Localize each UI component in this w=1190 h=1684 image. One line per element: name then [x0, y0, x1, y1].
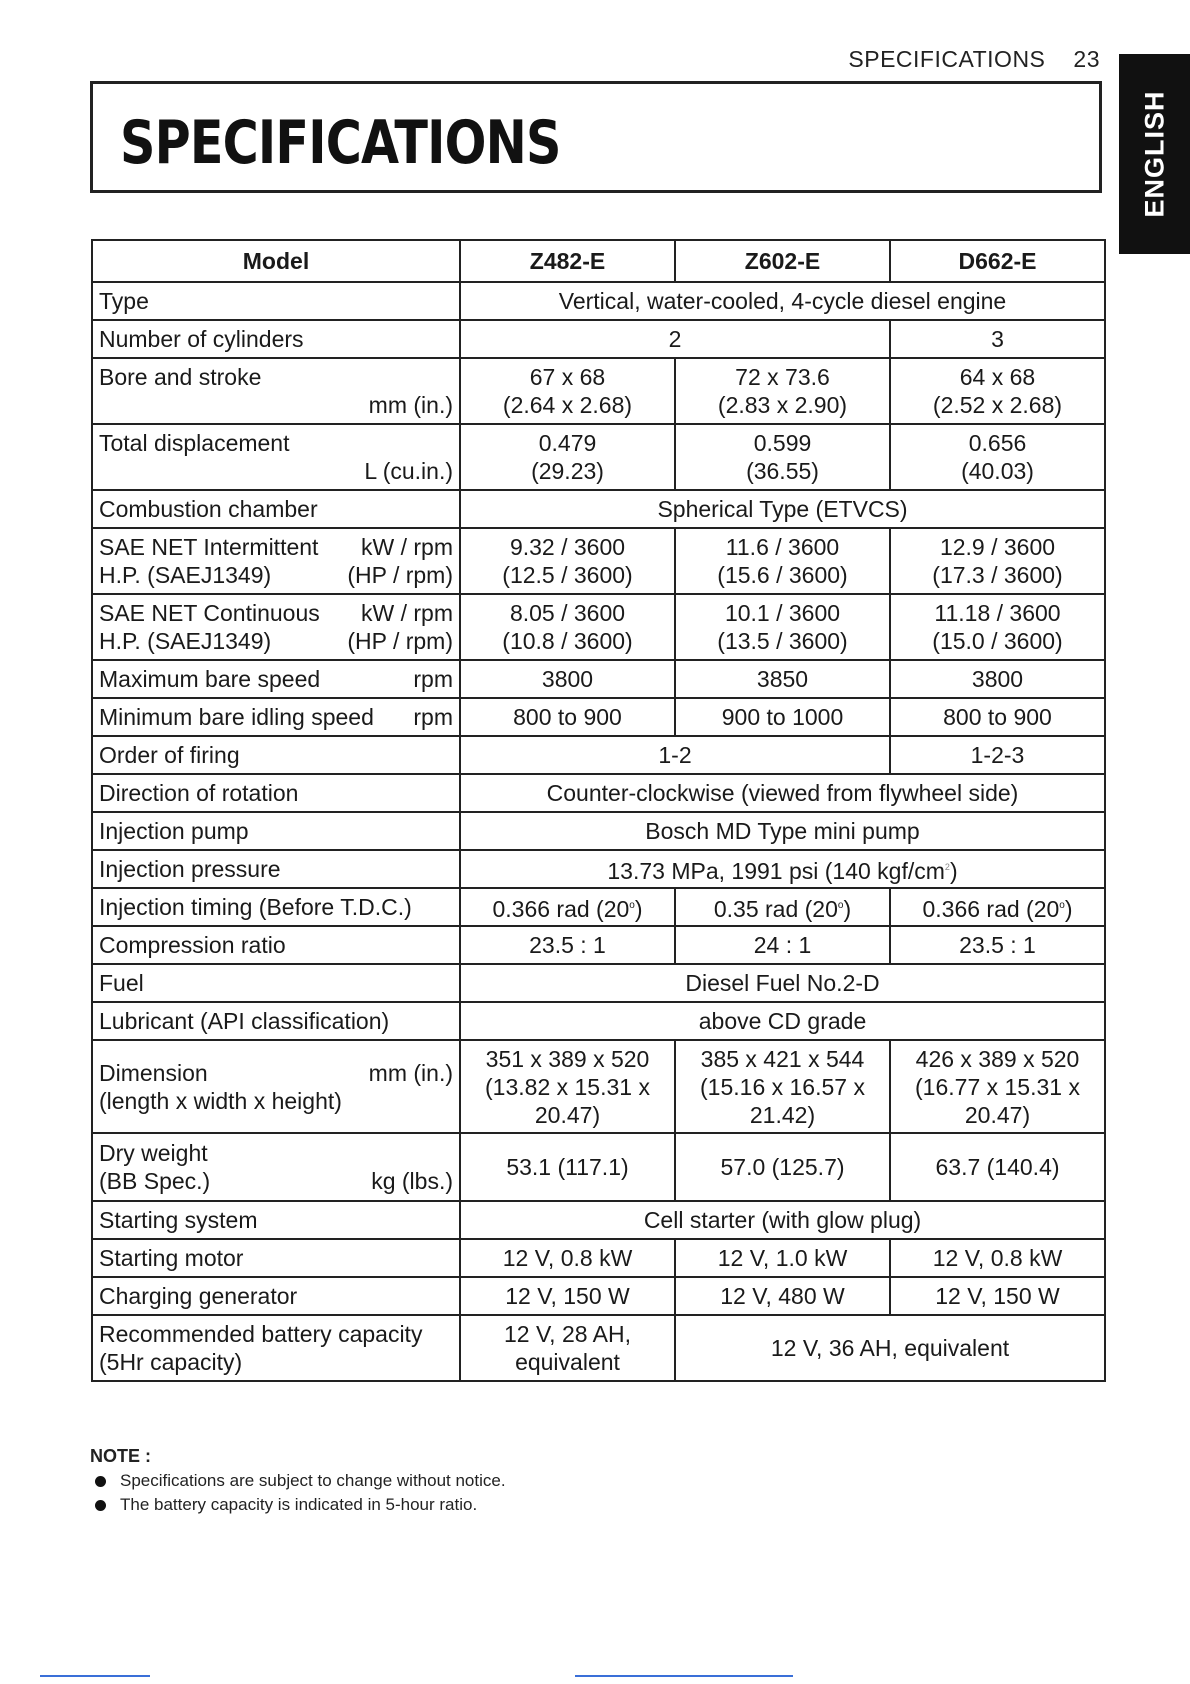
row-label: Lubricant (API classification) [92, 1002, 460, 1040]
cell-value [890, 594, 1105, 660]
cell-line: 385 x 421 x 544 [700, 1045, 865, 1072]
model-z482: Z482-E [460, 240, 675, 282]
table-row [92, 736, 1105, 774]
cell-line: (29.23) [531, 458, 604, 484]
cell-value [675, 1040, 890, 1133]
row-label [92, 1040, 460, 1133]
cell-value: Bosch MD Type mini pump [460, 812, 1105, 850]
cell-value: 3850 [675, 660, 890, 698]
table-row [92, 888, 1105, 926]
row-label: Starting motor [92, 1239, 460, 1277]
cell-value: 800 to 900 [890, 698, 1105, 736]
row-label: Number of cylinders [92, 320, 460, 358]
cell-text: ) [843, 895, 852, 922]
cell-value: 12 V, 150 W [460, 1277, 675, 1315]
table-row [92, 1002, 1105, 1040]
note-title: NOTE : [90, 1446, 151, 1466]
row-label [92, 594, 460, 660]
row-unit: rpm [413, 666, 453, 692]
table-row [92, 358, 1105, 424]
row-label [92, 698, 460, 736]
row-label: Type [92, 282, 460, 320]
cell-line: 21.42) [749, 1101, 816, 1128]
cell-value: 12 V, 1.0 kW [675, 1239, 890, 1277]
language-tab-label: ENGLISH [1139, 90, 1169, 218]
row-label [92, 528, 460, 594]
row-label: Direction of rotation [92, 774, 460, 812]
table-row [92, 424, 1105, 490]
row-label [92, 358, 460, 424]
row-label: Combustion chamber [92, 490, 460, 528]
cell-line: (13.82 x 15.31 x [485, 1073, 650, 1100]
row-label-text: Maximum bare speed [99, 666, 321, 692]
model-header: Model [92, 240, 460, 282]
cell-value [460, 888, 675, 926]
cell-value: 12 V, 480 W [675, 1277, 890, 1315]
table-row [92, 850, 1105, 888]
list-item: Specifications are subject to change without notice. [90, 1469, 506, 1493]
model-z602: Z602-E [675, 240, 890, 282]
row-unit: mm (in.) [368, 392, 453, 418]
cell-text: ) [949, 858, 958, 884]
row-unit: mm (in.) [368, 1059, 453, 1086]
cell-line: (10.8 / 3600) [502, 628, 633, 654]
cell-line: 12.9 / 3600 [939, 534, 1056, 560]
row-label-text: Recommended battery capacity [99, 1321, 423, 1347]
cell-value: 53.1 (117.1) [460, 1133, 675, 1201]
cell-line: 8.05 / 3600 [509, 600, 626, 626]
cell-line: 0.479 [538, 430, 597, 456]
cell-line: 72 x 73.6 [735, 364, 830, 390]
row-label-text: (length x width x height) [99, 1087, 342, 1114]
footer-link-rule [575, 1675, 793, 1677]
cell-value: 2 [460, 320, 890, 358]
cell-value: 12 V, 0.8 kW [890, 1239, 1105, 1277]
row-unit: rpm [413, 704, 453, 730]
row-label [92, 1133, 460, 1201]
cell-line: (2.52 x 2.68) [932, 392, 1063, 418]
table-row [92, 1133, 1105, 1201]
cell-value: 23.5 : 1 [890, 926, 1105, 964]
cell-value: 800 to 900 [460, 698, 675, 736]
row-label-text: SAE NET Continuous [99, 600, 320, 626]
table-row [92, 282, 1105, 320]
cell-value: 3800 [460, 660, 675, 698]
running-header [848, 46, 1100, 73]
cell-line: 10.1 / 3600 [724, 600, 841, 626]
table-row [92, 1277, 1105, 1315]
row-label: Injection pump [92, 812, 460, 850]
row-label-text: H.P. (SAEJ1349) [99, 628, 272, 654]
cell-value [460, 358, 675, 424]
table-row [92, 1315, 1105, 1381]
cell-value: Spherical Type (ETVCS) [460, 490, 1105, 528]
row-label: Fuel [92, 964, 460, 1002]
cell-text: ) [634, 895, 643, 922]
table-row [92, 490, 1105, 528]
spec-table [91, 239, 1106, 1382]
model-d662: D662-E [890, 240, 1105, 282]
row-unit: kW / rpm [361, 600, 453, 626]
row-label [92, 424, 460, 490]
table-row [92, 964, 1105, 1002]
cell-line: (17.3 / 3600) [932, 562, 1063, 588]
cell-text: 0.366 rad (20 [922, 895, 1060, 922]
cell-line: 12 V, 28 AH, [503, 1321, 632, 1347]
cell-text: ) [1064, 895, 1073, 922]
row-label: Injection pressure [92, 850, 460, 888]
cell-value: 3 [890, 320, 1105, 358]
row-unit: L (cu.in.) [364, 458, 453, 484]
cell-value [460, 850, 1105, 888]
cell-value [460, 1315, 675, 1381]
cell-value [890, 1040, 1105, 1133]
cell-line: 20.47) [964, 1101, 1031, 1128]
row-label: Order of firing [92, 736, 460, 774]
cell-value [460, 528, 675, 594]
cell-line: (15.16 x 16.57 x [700, 1073, 865, 1100]
cell-text: 0.35 rad (20 [713, 895, 838, 922]
row-label-text: Total displacement [99, 430, 290, 456]
cell-value: Vertical, water-cooled, 4-cycle diesel engine [460, 282, 1105, 320]
cell-value: 24 : 1 [675, 926, 890, 964]
cell-line: 0.599 [753, 430, 812, 456]
superscript: 2 [944, 862, 950, 872]
page-title: SPECIFICATIONS [120, 108, 561, 178]
cell-value [675, 424, 890, 490]
title-box [90, 81, 1102, 193]
row-unit: kW / rpm [361, 534, 453, 560]
row-label-text: SAE NET Intermittent [99, 534, 319, 560]
cell-value [890, 528, 1105, 594]
table-row [92, 320, 1105, 358]
cell-value [890, 358, 1105, 424]
row-unit: kg (lbs.) [371, 1168, 453, 1194]
table-header-row [92, 240, 1105, 282]
table-row [92, 812, 1105, 850]
row-label: Starting system [92, 1201, 460, 1239]
cell-line: 67 x 68 [529, 364, 606, 390]
row-label [92, 660, 460, 698]
cell-value: 1-2 [460, 736, 890, 774]
degree-mark: o [629, 899, 635, 911]
cell-line: 426 x 389 x 520 [915, 1045, 1080, 1072]
table-row [92, 1040, 1105, 1133]
cell-value [675, 528, 890, 594]
cell-value [675, 358, 890, 424]
row-label-text: Minimum bare idling speed [99, 704, 374, 730]
list-item: The battery capacity is indicated in 5-hour ratio. [90, 1493, 506, 1517]
degree-mark: o [837, 899, 844, 911]
cell-value [675, 594, 890, 660]
cell-line: 11.18 / 3600 [934, 600, 1061, 626]
row-label-text: Dimension [99, 1059, 208, 1086]
row-label-text: Dry weight [99, 1140, 208, 1166]
row-label-text: (BB Spec.) [99, 1168, 211, 1194]
cell-value: 3800 [890, 660, 1105, 698]
cell-value [890, 424, 1105, 490]
cell-value: 1-2-3 [890, 736, 1105, 774]
table-row [92, 1201, 1105, 1239]
cell-value: Diesel Fuel No.2-D [460, 964, 1105, 1002]
cell-value: 12 V, 36 AH, equivalent [675, 1315, 1105, 1381]
cell-line: (12.5 / 3600) [502, 562, 633, 588]
cell-line: 11.6 / 3600 [725, 534, 840, 560]
cell-value: 900 to 1000 [675, 698, 890, 736]
cell-value [460, 424, 675, 490]
cell-line: 0.656 [968, 430, 1027, 456]
cell-line: (15.0 / 3600) [932, 628, 1063, 654]
cell-line: (2.83 x 2.90) [717, 392, 848, 418]
row-label [92, 1315, 460, 1381]
cell-value [460, 1040, 675, 1133]
table-row [92, 1239, 1105, 1277]
table-row [92, 594, 1105, 660]
table-row [92, 528, 1105, 594]
page-number: 23 [1073, 46, 1100, 72]
row-label: Compression ratio [92, 926, 460, 964]
cell-line: (40.03) [961, 458, 1034, 484]
language-tab [1119, 54, 1190, 254]
cell-value: 63.7 (140.4) [890, 1133, 1105, 1201]
cell-line: (36.55) [746, 458, 819, 484]
cell-text: 0.366 rad (20 [492, 895, 630, 922]
cell-value: 23.5 : 1 [460, 926, 675, 964]
cell-value: Counter-clockwise (viewed from flywheel side) [460, 774, 1105, 812]
row-label: Injection timing (Before T.D.C.) [92, 888, 460, 926]
cell-line: (13.5 / 3600) [717, 628, 848, 654]
row-label: Charging generator [92, 1277, 460, 1315]
cell-value [460, 594, 675, 660]
table-row [92, 926, 1105, 964]
row-unit: (HP / rpm) [347, 628, 453, 654]
cell-value [890, 888, 1105, 926]
cell-value: 57.0 (125.7) [675, 1133, 890, 1201]
cell-line: (15.6 / 3600) [717, 562, 848, 588]
cell-text: 13.73 MPa, 1991 psi (140 kgf/cm [607, 858, 945, 884]
row-label-text: H.P. (SAEJ1349) [99, 562, 272, 588]
footer-link-rule [40, 1675, 150, 1677]
cell-line: (2.64 x 2.68) [502, 392, 633, 418]
cell-value: Cell starter (with glow plug) [460, 1201, 1105, 1239]
cell-line: equivalent [515, 1349, 620, 1375]
row-label-text: (5Hr capacity) [99, 1349, 243, 1375]
table-row [92, 774, 1105, 812]
table-row [92, 660, 1105, 698]
degree-mark: o [1059, 899, 1065, 911]
running-header-section: SPECIFICATIONS [848, 46, 1046, 72]
table-row [92, 698, 1105, 736]
cell-value: 12 V, 150 W [890, 1277, 1105, 1315]
cell-line: (16.77 x 15.31 x [915, 1073, 1080, 1100]
cell-line: 351 x 389 x 520 [485, 1045, 650, 1072]
cell-value: above CD grade [460, 1002, 1105, 1040]
row-unit: (HP / rpm) [347, 562, 453, 588]
cell-line: 20.47) [534, 1101, 601, 1128]
cell-value [675, 888, 890, 926]
cell-line: 9.32 / 3600 [509, 534, 626, 560]
cell-value: 12 V, 0.8 kW [460, 1239, 675, 1277]
cell-line: 64 x 68 [959, 364, 1036, 390]
note-list [90, 1469, 506, 1517]
note-block [90, 1446, 506, 1517]
row-label-text: Bore and stroke [99, 364, 262, 390]
